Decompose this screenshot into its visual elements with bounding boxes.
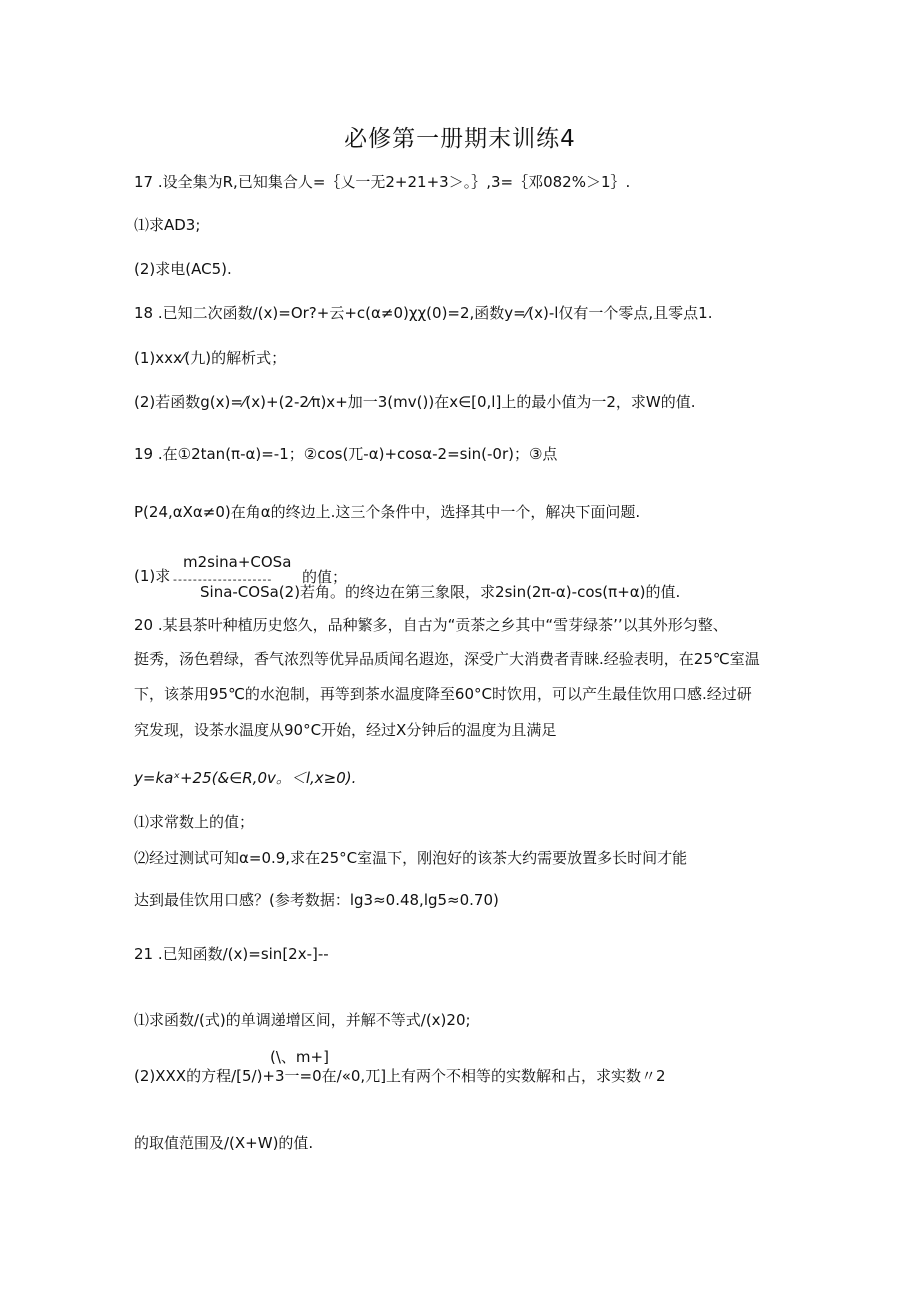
question-20-line-2: 挺秀，汤色碧绿，香气浓烈等优异品质闻名遐迩，深受广大消费者青睐.经验表明，在25℃室温 bbox=[134, 650, 760, 668]
question-21-part-2-superscript: (\、m+] bbox=[270, 1048, 329, 1066]
question-18-part-1: (1)xxx⁄(九)的解析式； bbox=[134, 349, 287, 367]
question-19-part-1-tail: 的值； bbox=[302, 568, 348, 586]
question-17: 17 .设全集为R,已知集合人=｛乂一无2+21+3＞。｝,3=｛邓082%＞1｝. bbox=[134, 173, 631, 191]
question-21-part-2: (2)XXX的方程/[5/)+3一=0在/«0,兀]上有两个不相等的实数解和占，求实数〃2 bbox=[134, 1067, 666, 1085]
question-19-condition: P(24,αXα≠0)在角α的终边上.这三个条件中，选择其中一个，解决下面问题. bbox=[134, 503, 641, 521]
question-18-part-2: (2)若函数g(x)=⁄(x)+(2-2⁄π)x+加一3(mv())在x∈[0,l]上的最小值为一2，求W的值. bbox=[134, 393, 696, 411]
fraction-denominator-and-part-2: Sina-COSa(2)若角。的终边在第三象限，求2sin(2π-α)-cos(π+α)的值. bbox=[200, 583, 681, 601]
fraction-bar: -------------------- bbox=[173, 573, 273, 586]
question-17-part-2: (2)求电(AC5). bbox=[134, 260, 232, 278]
question-21-part-2-cont: 的取值范围及/(X+W)的值. bbox=[134, 1134, 314, 1152]
question-20-part-2-cont: 达到最佳饮用口感？(参考数据：lg3≈0.48,lg5≈0.70) bbox=[134, 891, 499, 909]
page-title: 必修第一册期末训练4 bbox=[344, 126, 576, 152]
question-18: 18 .已知二次函数/(x)=Or?+云+c(α≠0)χχ(0)=2,函数y=⁄(x)-l仅有一个零点,且零点1. bbox=[134, 304, 713, 322]
question-20-line-3: 下，该茶用95℃的水泡制，再等到茶水温度降至60°C时饮用，可以产生最佳饮用口感.经过研 bbox=[134, 685, 752, 703]
question-19: 19 .在①2tan(π-α)=-1；②cos(兀-α)+cosα-2=sin(-0r)；③点 bbox=[134, 445, 558, 463]
question-20-part-1: ⑴求常数上的值； bbox=[134, 813, 255, 831]
question-20: 20 .某县茶叶种植历史悠久，品种繁多，自古为“贡茶之乡其中“雪芽绿茶’’以其外形匀整、 bbox=[134, 616, 728, 634]
question-19-part-1-prefix: (1)求 bbox=[134, 567, 171, 585]
question-17-part-1: ⑴求AD3; bbox=[134, 216, 201, 234]
question-20-part-2: ⑵经过测试可知α=0.9,求在25°C室温下，刚泡好的该茶大约需要放置多长时间才能 bbox=[134, 849, 688, 867]
question-20-formula: y=kaˣ+25(&∈R,0v。＜l,x≥0). bbox=[134, 769, 357, 787]
question-21-part-1: ⑴求函数/(式)的单调递增区间，并解不等式/(x)20; bbox=[134, 1011, 471, 1029]
question-21: 21 .已知函数/(x)=sin[2x-]-- bbox=[134, 945, 329, 963]
question-20-line-4: 究发现，设茶水温度从90°C开始，经过X分钟后的温度为且满足 bbox=[134, 721, 557, 739]
fraction-numerator: m2sina+COSa bbox=[183, 553, 292, 571]
